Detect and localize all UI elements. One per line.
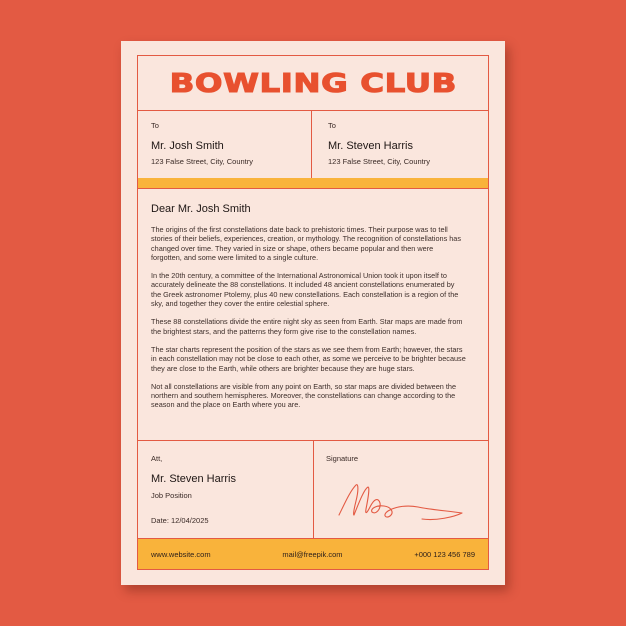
recipient-address: 123 False Street, City, Country xyxy=(151,157,253,166)
page-title: BOWLING CLUB xyxy=(169,67,457,99)
paragraph: In the 20th century, a committee of the International Astronomical Union took it upon itself to accurately delineate the 88 constellations. It included 48 ancient constellations enumerated by the Greek astronomer Ptolemy, plus 40 new constellations. Each constellation is a region of the sky, and together they cover the entire celestial sphere. xyxy=(151,271,459,309)
footer-website-link[interactable]: www.website.com xyxy=(151,549,211,559)
recipient-1 xyxy=(138,110,311,178)
paragraph: These 88 constellations divide the entire night sky as seen from Earth. Star maps are made from the brightest stars, and the patterns they form give rise to the constellation names. xyxy=(151,317,463,336)
letter-frame xyxy=(137,55,489,570)
signature-image xyxy=(336,475,466,525)
recipient-label: To xyxy=(328,121,336,130)
sender-label: Att, xyxy=(151,454,163,463)
recipient-2 xyxy=(311,110,488,178)
signature-row xyxy=(138,440,488,541)
paragraph: The star charts represent the position of the stars as we see them from Earth; however, the stars in each constellation may not be close to each other, as some we perceive to be brighter because they are close to the Earth, while others are brighter because they are huge stars. xyxy=(151,344,466,373)
recipient-name: Mr. Josh Smith xyxy=(151,140,224,152)
sender-name: Mr. Steven Harris xyxy=(151,473,236,485)
signature-block xyxy=(313,441,488,541)
sender-block xyxy=(138,441,313,541)
signature-label: Signature xyxy=(326,454,359,463)
greeting: Dear Mr. Josh Smith xyxy=(151,203,251,215)
recipients-row xyxy=(138,110,488,179)
footer-phone: +000 123 456 789 xyxy=(414,549,475,559)
letter-body xyxy=(151,203,466,419)
accent-bar xyxy=(138,178,488,189)
recipient-name: Mr. Steven Harris xyxy=(328,140,413,152)
footer xyxy=(138,538,488,569)
header xyxy=(138,56,488,111)
paragraph: The origins of the first constellations date back to prehistoric times. Their purpose was to tell stories of their beliefs, experiences, creation, or mythology. The recognition of constellations has changed over time. They varied in size or shape, others became popular and then were forgotten, and some were limited to a single culture. xyxy=(151,225,462,262)
sender-position: Job Position xyxy=(151,491,192,500)
recipient-label: To xyxy=(151,121,159,130)
letter-sheet xyxy=(121,41,505,585)
footer-email-link[interactable]: mail@freepik.com xyxy=(282,549,343,559)
recipient-address: 123 False Street, City, Country xyxy=(328,157,430,166)
paragraph: Not all constellations are visible from any point on Earth, so star maps are divided between the northern and southern hemispheres. Moreover, the constellations can change according to the season and the place on Earth where you are. xyxy=(151,381,457,410)
letter-date: Date: 12/04/2025 xyxy=(151,516,209,525)
